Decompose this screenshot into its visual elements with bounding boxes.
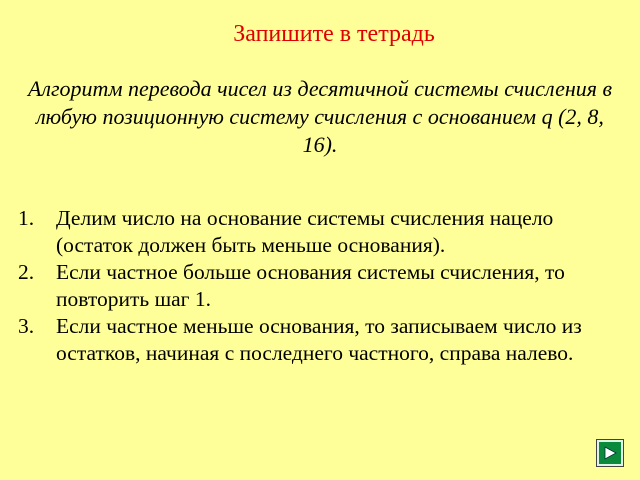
next-slide-button[interactable]: [597, 440, 623, 466]
slide-subtitle: Алгоритм перевода чисел из десятичной системы счисления в любую позиционную систему счисления с основанием q (2, 8, 16).: [27, 76, 613, 157]
slide-title: Запишите в тетрадь: [233, 21, 435, 47]
step-text: Делим число на основание системы счисления нацело (остаток должен быть меньше основания).: [56, 206, 554, 257]
list-item: [18, 259, 628, 313]
play-next-icon: [603, 446, 617, 460]
step-text: Если частное меньше основания, то записываем число из остатков, начиная с последнего частного, справа налево.: [56, 314, 582, 365]
steps-list: [18, 205, 628, 367]
step-number: 3.: [18, 314, 35, 338]
step-number: 1.: [18, 206, 35, 230]
list-item: [18, 313, 628, 367]
step-number: 2.: [18, 260, 35, 284]
list-item: [18, 205, 628, 259]
step-text: Если частное больше основания системы счисления, то повторить шаг 1.: [56, 260, 565, 311]
